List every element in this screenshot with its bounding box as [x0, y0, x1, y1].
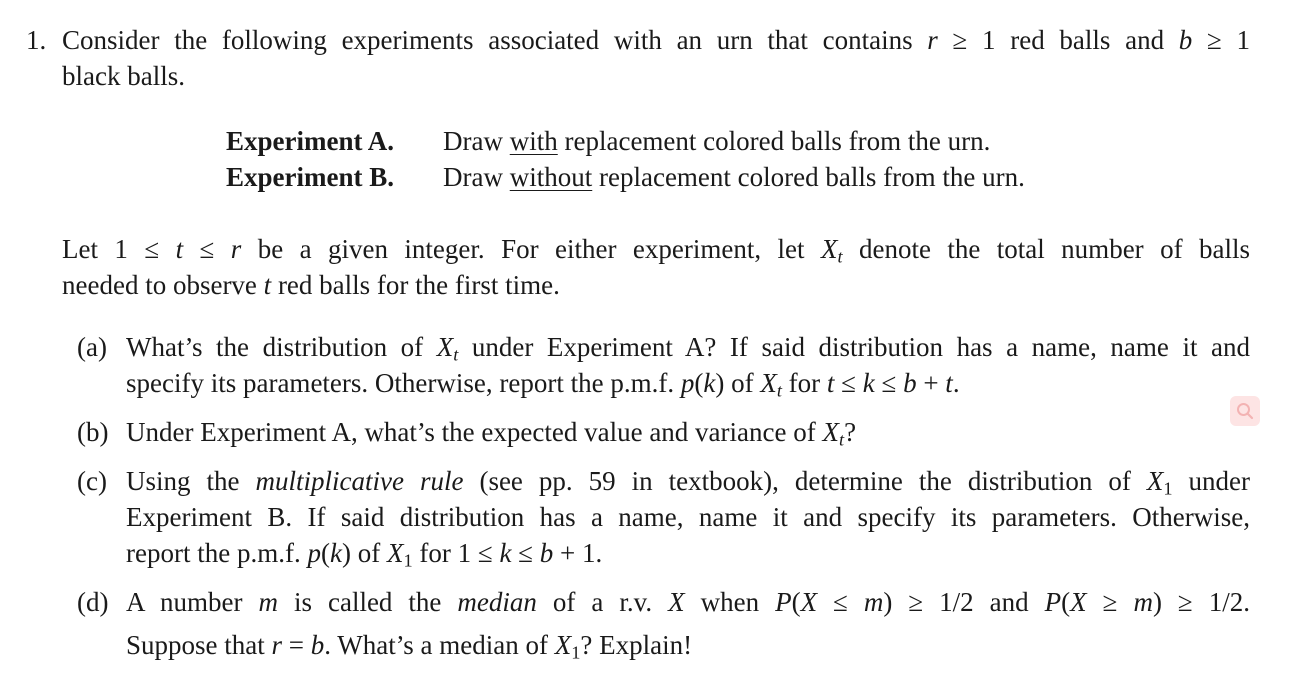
part-a-line-1: What’s the distribution of $X_t$ under Experiment A? If said distribution has a name, name it and [126, 332, 1250, 365]
experiment-a-text: Draw with replacement colored balls from the urn. [443, 126, 991, 156]
search-icon [1235, 401, 1255, 421]
experiment-b-text: Draw without replacement colored balls from the urn. [443, 162, 1025, 192]
search-button[interactable] [1230, 396, 1260, 426]
part-c-line-3: report the p.m.f. p(k) of $X_1$ for 1 ≤ k ≤ b + 1. [126, 538, 603, 571]
experiment-b-label: Experiment B. [226, 162, 394, 192]
intro-line-1: Consider the following experiments associated with an urn that contains r ≥ 1 red balls and b ≥ 1 [62, 25, 1250, 55]
part-b-line-1: Under Experiment A, what’s the expected value and variance of $X_t$? [126, 417, 857, 450]
part-b-label: (b) [77, 417, 109, 447]
part-a-label: (a) [77, 332, 107, 362]
part-d-line-2: Suppose that r = b. What’s a median of $X_1$? Explain! [126, 630, 693, 663]
experiment-a-label: Experiment A. [226, 126, 394, 156]
setup-line-2: needed to observe t red balls for the first time. [62, 270, 560, 300]
part-c-line-1: Using the multiplicative rule (see pp. 59 in textbook), determine the distribution of $X_1$ under [126, 466, 1250, 499]
part-d-label: (d) [77, 587, 109, 617]
part-c-label: (c) [77, 466, 107, 496]
part-c-line-2: Experiment B. If said distribution has a name, name it and specify its parameters. Otherwise, [126, 502, 1250, 532]
part-a-line-2: specify its parameters. Otherwise, report the p.m.f. p(k) of $X_t$ for t ≤ k ≤ b + t. [126, 368, 960, 401]
part-d-line-1: A number m is called the median of a r.v. X when P(X ≤ m) ≥ 1/2 and P(X ≥ m) ≥ 1/2. [126, 587, 1250, 617]
intro-line-2: black balls. [62, 61, 185, 91]
problem-number: 1. [26, 25, 47, 55]
setup-line-1: Let 1 ≤ t ≤ r be a given integer. For either experiment, let $X_t$ denote the total number of balls [62, 234, 1250, 267]
